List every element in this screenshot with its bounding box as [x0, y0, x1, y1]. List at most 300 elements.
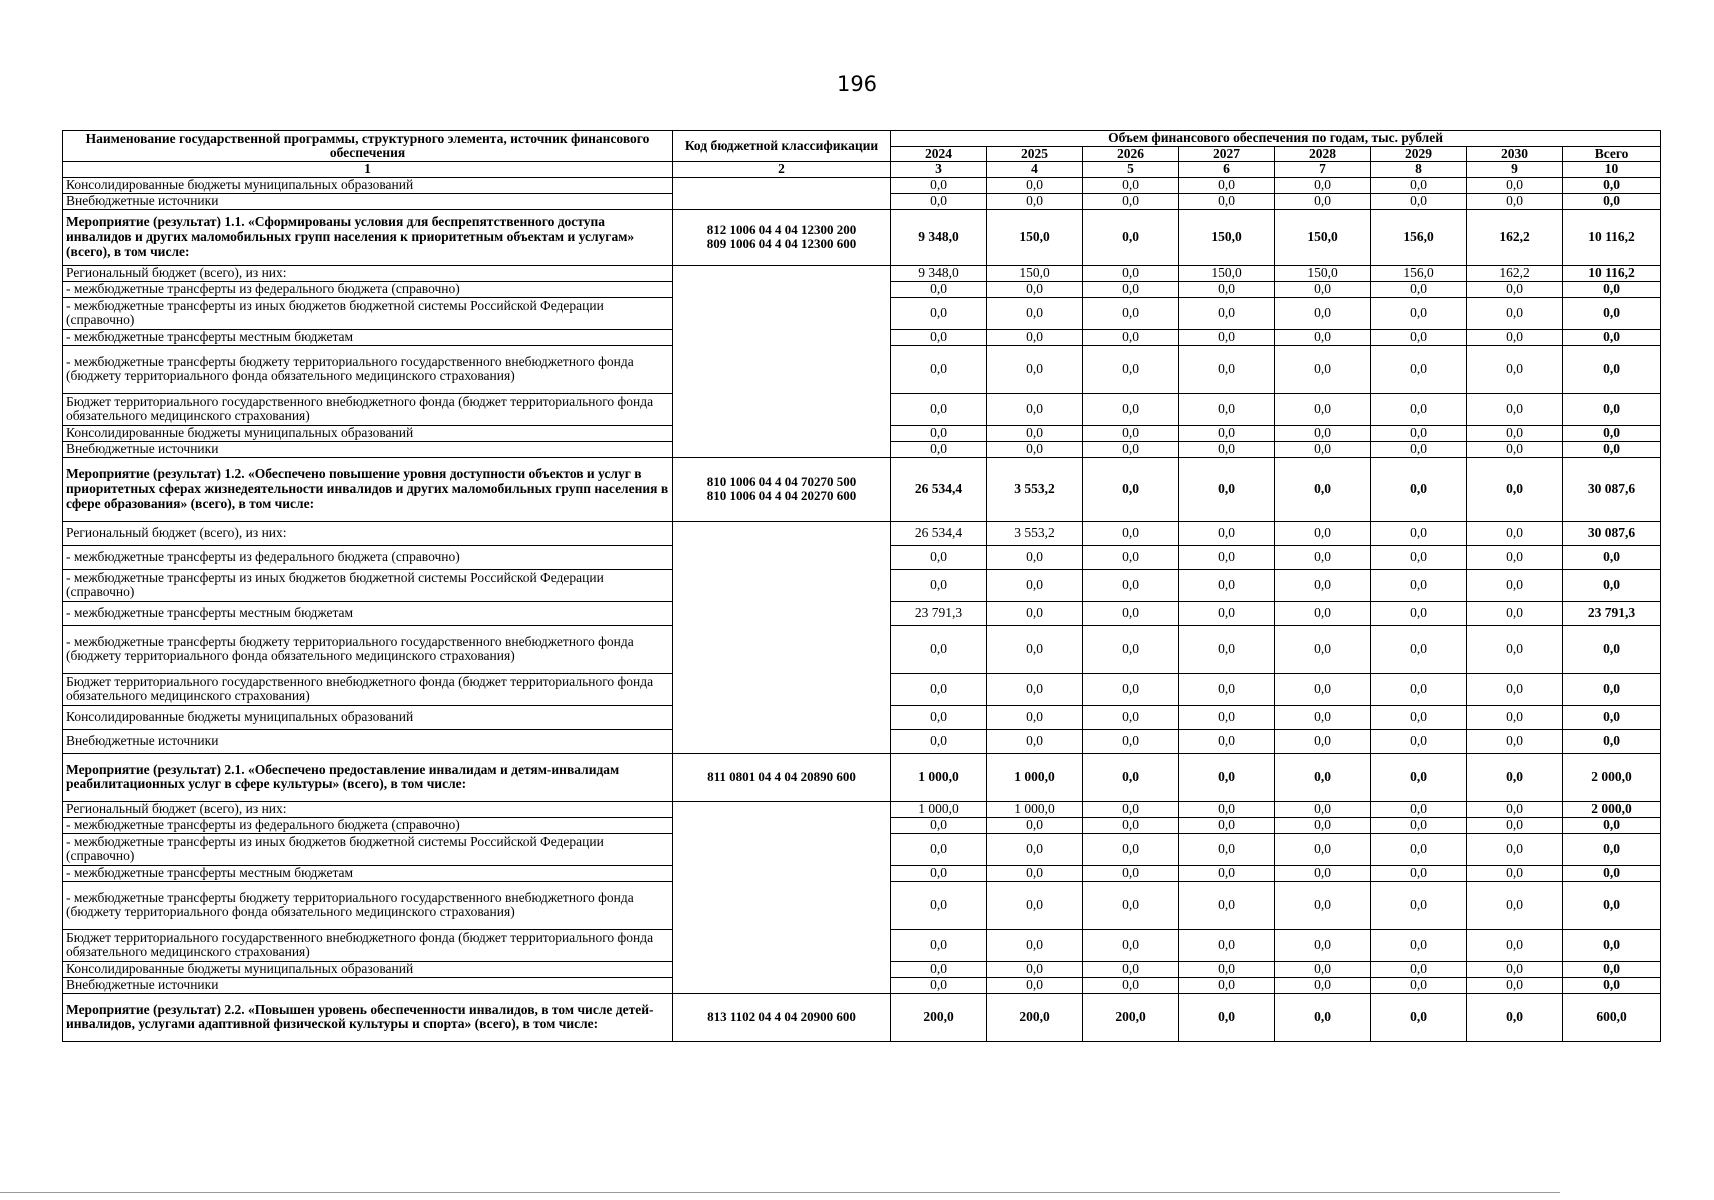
- value-cell: 0,0: [1179, 625, 1275, 673]
- value-cell: 0,0: [1467, 177, 1563, 193]
- value-cell: 0,0: [1371, 297, 1467, 329]
- value-total: 0,0: [1563, 961, 1661, 977]
- header-year: 2025: [987, 146, 1083, 162]
- value-cell: 0,0: [1179, 329, 1275, 345]
- value-cell: 0,0: [1275, 673, 1371, 705]
- row-name: - межбюджетные трансферты бюджету территориального государственного внебюджетного фонда (бюджету территориального фонда обязательного медицинского страхования): [63, 881, 673, 929]
- event-row: [63, 753, 1661, 801]
- value-cell: 0,0: [1371, 929, 1467, 961]
- row-name: Бюджет территориального государственного внебюджетного фонда (бюджет территориального фонда обязательного медицинского страхования): [63, 929, 673, 961]
- value-cell: 150,0: [1275, 209, 1371, 265]
- value-cell: 0,0: [891, 441, 987, 457]
- value-cell: 0,0: [1179, 929, 1275, 961]
- value-cell: 0,0: [1083, 345, 1179, 393]
- row-name: - межбюджетные трансферты из федерального бюджета (справочно): [63, 281, 673, 297]
- budget-code-line: 810 1006 04 4 04 20270 600: [706, 488, 857, 504]
- value-cell: 0,0: [987, 881, 1083, 929]
- page-number: 196: [836, 72, 878, 96]
- value-cell: 0,0: [891, 281, 987, 297]
- budget-code: [673, 209, 891, 265]
- financing-table: [62, 130, 1661, 1042]
- value-cell: 23 791,3: [891, 601, 987, 625]
- value-cell: 0,0: [987, 281, 1083, 297]
- row-name: Внебюджетные источники: [63, 441, 673, 457]
- value-cell: 0,0: [1083, 193, 1179, 209]
- value-cell: 0,0: [1275, 281, 1371, 297]
- value-total: 0,0: [1563, 297, 1661, 329]
- value-cell: 0,0: [1371, 329, 1467, 345]
- row-name: - межбюджетные трансферты из иных бюджетов бюджетной системы Российской Федерации (справочно): [63, 297, 673, 329]
- value-cell: 162,2: [1467, 209, 1563, 265]
- value-cell: 0,0: [1179, 441, 1275, 457]
- header-code: Код бюджетной классификации: [673, 131, 891, 162]
- header-year: 2029: [1371, 146, 1467, 162]
- table-row: [63, 521, 1661, 545]
- value-total: 2 000,0: [1563, 801, 1661, 817]
- value-cell: 0,0: [1179, 993, 1275, 1041]
- value-cell: 0,0: [987, 441, 1083, 457]
- row-name: Бюджет территориального государственного внебюджетного фонда (бюджет территориального фонда обязательного медицинского страхования): [63, 393, 673, 425]
- value-cell: 0,0: [1083, 961, 1179, 977]
- value-cell: 0,0: [987, 705, 1083, 729]
- value-cell: 0,0: [891, 673, 987, 705]
- row-name: Мероприятие (результат) 2.1. «Обеспечено предоставление инвалидам и детям-инвалидам реабилитационных услуг в сфере культуры» (всего), в том числе:: [63, 753, 673, 801]
- value-total: 0,0: [1563, 817, 1661, 833]
- value-total: 0,0: [1563, 441, 1661, 457]
- value-cell: 0,0: [1083, 673, 1179, 705]
- value-cell: 0,0: [1083, 801, 1179, 817]
- value-cell: 156,0: [1371, 209, 1467, 265]
- header-volume: Объем финансового обеспечения по годам, тыс. рублей: [891, 131, 1661, 147]
- value-cell: 0,0: [1179, 177, 1275, 193]
- value-total: 23 791,3: [1563, 601, 1661, 625]
- value-cell: 0,0: [891, 329, 987, 345]
- value-cell: 0,0: [1275, 441, 1371, 457]
- value-cell: 0,0: [1179, 977, 1275, 993]
- value-cell: 0,0: [987, 673, 1083, 705]
- value-cell: 0,0: [1179, 881, 1275, 929]
- row-name: - межбюджетные трансферты местным бюджетам: [63, 601, 673, 625]
- value-cell: 0,0: [1275, 425, 1371, 441]
- row-name: - межбюджетные трансферты бюджету территориального государственного внебюджетного фонда (бюджету территориального фонда обязательного медицинского страхования): [63, 345, 673, 393]
- value-cell: 0,0: [1275, 625, 1371, 673]
- value-cell: 0,0: [1083, 625, 1179, 673]
- value-cell: 0,0: [1467, 441, 1563, 457]
- header-year: 2027: [1179, 146, 1275, 162]
- value-cell: 0,0: [1179, 193, 1275, 209]
- budget-code-line: 812 1006 04 4 04 12300 200: [706, 222, 857, 238]
- budget-code: [673, 457, 891, 521]
- value-cell: 0,0: [1467, 673, 1563, 705]
- header-year-total: Всего: [1563, 146, 1661, 162]
- event-row: [63, 993, 1661, 1041]
- value-cell: 0,0: [1275, 521, 1371, 545]
- value-cell: 0,0: [987, 865, 1083, 881]
- value-cell: 0,0: [987, 569, 1083, 601]
- value-total: 0,0: [1563, 881, 1661, 929]
- value-cell: 0,0: [1275, 569, 1371, 601]
- value-cell: 0,0: [1083, 209, 1179, 265]
- value-cell: 0,0: [1467, 961, 1563, 977]
- value-total: 30 087,6: [1563, 457, 1661, 521]
- value-cell: 0,0: [1371, 545, 1467, 569]
- value-total: 0,0: [1563, 833, 1661, 865]
- column-number: 1: [63, 162, 673, 178]
- value-cell: 0,0: [1179, 753, 1275, 801]
- value-cell: 0,0: [1467, 345, 1563, 393]
- budget-code-line: 813 1102 04 4 04 20900 600: [707, 1009, 856, 1025]
- value-cell: 0,0: [891, 345, 987, 393]
- value-cell: 0,0: [1275, 961, 1371, 977]
- value-total: 0,0: [1563, 281, 1661, 297]
- value-cell: 0,0: [1083, 977, 1179, 993]
- value-cell: 0,0: [1275, 193, 1371, 209]
- row-name: Мероприятие (результат) 2.2. «Повышен уровень обеспеченности инвалидов, в том числе детей-инвалидов, услугами адаптивной физической культуры и спорта» (всего), в том числе:: [63, 993, 673, 1041]
- value-cell: 0,0: [1467, 993, 1563, 1041]
- budget-code-line: 810 1006 04 4 04 70270 500: [706, 474, 857, 490]
- row-name: Внебюджетные источники: [63, 977, 673, 993]
- value-cell: 0,0: [1275, 881, 1371, 929]
- value-cell: 0,0: [1371, 753, 1467, 801]
- value-cell: 0,0: [1371, 345, 1467, 393]
- value-cell: 0,0: [891, 961, 987, 977]
- row-name: Консолидированные бюджеты муниципальных образований: [63, 705, 673, 729]
- value-total: 0,0: [1563, 977, 1661, 993]
- header-year: 2024: [891, 146, 987, 162]
- row-name: - межбюджетные трансферты местным бюджетам: [63, 865, 673, 881]
- value-cell: 0,0: [1371, 193, 1467, 209]
- column-number: 3: [891, 162, 987, 178]
- value-total: 10 116,2: [1563, 265, 1661, 281]
- budget-code: [673, 177, 891, 209]
- value-cell: 0,0: [1371, 569, 1467, 601]
- row-name: - межбюджетные трансферты из иных бюджетов бюджетной системы Российской Федерации (справочно): [63, 569, 673, 601]
- value-cell: 0,0: [1083, 521, 1179, 545]
- value-cell: 0,0: [891, 193, 987, 209]
- value-cell: 0,0: [1371, 833, 1467, 865]
- value-cell: 0,0: [1467, 833, 1563, 865]
- value-cell: 0,0: [987, 329, 1083, 345]
- value-cell: 0,0: [1083, 297, 1179, 329]
- budget-code: [673, 993, 891, 1041]
- value-cell: 0,0: [1083, 729, 1179, 753]
- value-cell: 0,0: [1371, 961, 1467, 977]
- value-cell: 0,0: [1179, 865, 1275, 881]
- value-cell: 0,0: [1275, 993, 1371, 1041]
- value-cell: 0,0: [1371, 705, 1467, 729]
- value-cell: 0,0: [891, 425, 987, 441]
- value-cell: 0,0: [1467, 881, 1563, 929]
- value-cell: 200,0: [891, 993, 987, 1041]
- value-cell: 1 000,0: [987, 801, 1083, 817]
- value-cell: 0,0: [1371, 441, 1467, 457]
- value-cell: 0,0: [1467, 705, 1563, 729]
- footer-rule: [0, 1192, 1560, 1193]
- value-cell: 0,0: [1275, 345, 1371, 393]
- value-cell: 0,0: [1467, 193, 1563, 209]
- value-cell: 0,0: [891, 881, 987, 929]
- value-cell: 0,0: [1275, 177, 1371, 193]
- value-cell: 0,0: [1371, 993, 1467, 1041]
- budget-code-line: 811 0801 04 4 04 20890 600: [707, 769, 856, 785]
- value-cell: 0,0: [1275, 601, 1371, 625]
- value-cell: 0,0: [891, 569, 987, 601]
- budget-code: [673, 753, 891, 801]
- value-total: 0,0: [1563, 177, 1661, 193]
- column-number: 5: [1083, 162, 1179, 178]
- value-cell: 0,0: [987, 977, 1083, 993]
- value-cell: 0,0: [1083, 817, 1179, 833]
- value-cell: 0,0: [1275, 705, 1371, 729]
- value-cell: 0,0: [1179, 345, 1275, 393]
- value-total: 0,0: [1563, 345, 1661, 393]
- value-cell: 1 000,0: [891, 753, 987, 801]
- table-row: [63, 801, 1661, 817]
- value-cell: 0,0: [1179, 601, 1275, 625]
- row-name: Региональный бюджет (всего), из них:: [63, 521, 673, 545]
- value-cell: 0,0: [1371, 881, 1467, 929]
- value-cell: 0,0: [1275, 833, 1371, 865]
- value-cell: 0,0: [891, 929, 987, 961]
- value-total: 10 116,2: [1563, 209, 1661, 265]
- value-cell: 0,0: [987, 929, 1083, 961]
- value-cell: 0,0: [1179, 705, 1275, 729]
- value-cell: 150,0: [1275, 265, 1371, 281]
- row-name: - межбюджетные трансферты из иных бюджетов бюджетной системы Российской Федерации (справочно): [63, 833, 673, 865]
- value-cell: 0,0: [891, 977, 987, 993]
- value-cell: 0,0: [1275, 729, 1371, 753]
- column-number: 7: [1275, 162, 1371, 178]
- value-total: 0,0: [1563, 569, 1661, 601]
- value-cell: 0,0: [891, 865, 987, 881]
- value-cell: 0,0: [1467, 521, 1563, 545]
- value-total: 600,0: [1563, 993, 1661, 1041]
- value-cell: 1 000,0: [987, 753, 1083, 801]
- value-cell: 0,0: [987, 425, 1083, 441]
- value-cell: 0,0: [1179, 673, 1275, 705]
- value-cell: 0,0: [987, 545, 1083, 569]
- row-name: Региональный бюджет (всего), из них:: [63, 265, 673, 281]
- column-number: 8: [1371, 162, 1467, 178]
- value-cell: 0,0: [1371, 801, 1467, 817]
- value-cell: 0,0: [987, 961, 1083, 977]
- value-cell: 0,0: [1083, 177, 1179, 193]
- value-cell: 0,0: [987, 177, 1083, 193]
- row-name: - межбюджетные трансферты из федерального бюджета (справочно): [63, 817, 673, 833]
- column-number: 2: [673, 162, 891, 178]
- value-cell: 0,0: [891, 729, 987, 753]
- value-cell: 0,0: [1371, 625, 1467, 673]
- value-cell: 0,0: [987, 297, 1083, 329]
- value-total: 0,0: [1563, 329, 1661, 345]
- value-total: 2 000,0: [1563, 753, 1661, 801]
- row-name: - межбюджетные трансферты бюджету территориального государственного внебюджетного фонда (бюджету территориального фонда обязательного медицинского страхования): [63, 625, 673, 673]
- event-row: [63, 457, 1661, 521]
- value-cell: 0,0: [1275, 329, 1371, 345]
- value-cell: 0,0: [1083, 753, 1179, 801]
- value-cell: 0,0: [1467, 457, 1563, 521]
- value-total: 0,0: [1563, 673, 1661, 705]
- row-name: Консолидированные бюджеты муниципальных образований: [63, 961, 673, 977]
- value-cell: 0,0: [1083, 457, 1179, 521]
- value-cell: 0,0: [1179, 961, 1275, 977]
- value-total: 0,0: [1563, 393, 1661, 425]
- value-cell: 9 348,0: [891, 209, 987, 265]
- value-cell: 0,0: [1371, 601, 1467, 625]
- budget-code: [673, 801, 891, 993]
- value-cell: 0,0: [987, 345, 1083, 393]
- value-cell: 0,0: [1467, 817, 1563, 833]
- value-cell: 0,0: [1371, 281, 1467, 297]
- value-cell: 0,0: [1083, 865, 1179, 881]
- value-cell: 0,0: [1275, 865, 1371, 881]
- value-cell: 150,0: [987, 265, 1083, 281]
- value-cell: 0,0: [1467, 601, 1563, 625]
- value-cell: 0,0: [1083, 329, 1179, 345]
- value-cell: 0,0: [1467, 977, 1563, 993]
- value-total: 0,0: [1563, 625, 1661, 673]
- value-cell: 0,0: [987, 601, 1083, 625]
- value-cell: 0,0: [1467, 729, 1563, 753]
- value-cell: 0,0: [1371, 177, 1467, 193]
- value-total: 0,0: [1563, 705, 1661, 729]
- value-cell: 200,0: [1083, 993, 1179, 1041]
- row-name: Внебюджетные источники: [63, 193, 673, 209]
- value-cell: 0,0: [1275, 977, 1371, 993]
- column-number: 6: [1179, 162, 1275, 178]
- value-cell: 0,0: [891, 545, 987, 569]
- row-name: Мероприятие (результат) 1.2. «Обеспечено повышение уровня доступности объектов и услуг в приоритетных сферах жизнедеятельности инвалидов и других маломобильных групп населения в сфере образования» (всего), в том числе:: [63, 457, 673, 521]
- value-cell: 0,0: [1467, 425, 1563, 441]
- value-cell: 3 553,2: [987, 457, 1083, 521]
- value-cell: 0,0: [1179, 729, 1275, 753]
- value-cell: 0,0: [1275, 545, 1371, 569]
- value-cell: 0,0: [1371, 729, 1467, 753]
- value-cell: 0,0: [1467, 393, 1563, 425]
- value-cell: 0,0: [1179, 521, 1275, 545]
- value-cell: 156,0: [1371, 265, 1467, 281]
- value-total: 0,0: [1563, 545, 1661, 569]
- value-cell: 0,0: [987, 393, 1083, 425]
- value-total: 0,0: [1563, 729, 1661, 753]
- value-cell: 0,0: [1083, 881, 1179, 929]
- value-total: 0,0: [1563, 193, 1661, 209]
- value-cell: 0,0: [1467, 865, 1563, 881]
- row-name: - межбюджетные трансферты местным бюджетам: [63, 329, 673, 345]
- budget-code-line: 809 1006 04 4 04 12300 600: [706, 236, 857, 252]
- value-cell: 0,0: [1467, 753, 1563, 801]
- value-cell: 0,0: [1275, 801, 1371, 817]
- value-cell: 0,0: [1371, 425, 1467, 441]
- value-total: 0,0: [1563, 929, 1661, 961]
- value-cell: 0,0: [987, 729, 1083, 753]
- header-year: 2026: [1083, 146, 1179, 162]
- value-cell: 0,0: [1371, 865, 1467, 881]
- header-year: 2030: [1467, 146, 1563, 162]
- value-cell: 0,0: [1275, 297, 1371, 329]
- value-cell: 0,0: [891, 297, 987, 329]
- value-cell: 0,0: [891, 177, 987, 193]
- header-year: 2028: [1275, 146, 1371, 162]
- value-cell: 0,0: [1179, 281, 1275, 297]
- value-cell: 0,0: [1083, 425, 1179, 441]
- value-cell: 0,0: [1275, 393, 1371, 425]
- value-cell: 0,0: [987, 817, 1083, 833]
- value-cell: 0,0: [1083, 705, 1179, 729]
- value-cell: 1 000,0: [891, 801, 987, 817]
- value-cell: 0,0: [1179, 297, 1275, 329]
- value-cell: 0,0: [1467, 625, 1563, 673]
- value-cell: 0,0: [1179, 393, 1275, 425]
- value-cell: 0,0: [1083, 265, 1179, 281]
- value-cell: 150,0: [1179, 265, 1275, 281]
- value-cell: 0,0: [1275, 457, 1371, 521]
- budget-code: [673, 265, 891, 457]
- value-cell: 0,0: [987, 193, 1083, 209]
- value-total: 30 087,6: [1563, 521, 1661, 545]
- value-cell: 0,0: [1179, 457, 1275, 521]
- table-row: [63, 177, 1661, 193]
- value-cell: 0,0: [1467, 801, 1563, 817]
- row-name: Бюджет территориального государственного внебюджетного фонда (бюджет территориального фонда обязательного медицинского страхования): [63, 673, 673, 705]
- row-name: Мероприятие (результат) 1.1. «Сформированы условия для беспрепятственного доступа инвалидов и других маломобильных групп населения к приоритетным объектам и услугам» (всего), в том числе:: [63, 209, 673, 265]
- budget-code: [673, 521, 891, 753]
- row-name: - межбюджетные трансферты из федерального бюджета (справочно): [63, 545, 673, 569]
- value-cell: 0,0: [1083, 929, 1179, 961]
- table-row: [63, 265, 1661, 281]
- value-cell: 0,0: [891, 393, 987, 425]
- value-cell: 0,0: [1179, 833, 1275, 865]
- value-total: 0,0: [1563, 425, 1661, 441]
- value-cell: 0,0: [1467, 297, 1563, 329]
- row-name: Консолидированные бюджеты муниципальных образований: [63, 425, 673, 441]
- row-name: Внебюджетные источники: [63, 729, 673, 753]
- value-cell: 0,0: [1275, 753, 1371, 801]
- row-name: Региональный бюджет (всего), из них:: [63, 801, 673, 817]
- value-cell: 200,0: [987, 993, 1083, 1041]
- value-cell: 0,0: [1275, 929, 1371, 961]
- column-number: 4: [987, 162, 1083, 178]
- value-cell: 150,0: [1179, 209, 1275, 265]
- value-cell: 0,0: [1467, 929, 1563, 961]
- value-cell: 0,0: [1179, 801, 1275, 817]
- value-cell: 0,0: [1083, 393, 1179, 425]
- value-cell: 0,0: [1083, 441, 1179, 457]
- value-cell: 0,0: [1083, 545, 1179, 569]
- value-cell: 0,0: [1467, 329, 1563, 345]
- value-cell: 0,0: [1179, 569, 1275, 601]
- value-cell: 0,0: [1083, 601, 1179, 625]
- value-cell: 9 348,0: [891, 265, 987, 281]
- value-cell: 0,0: [1179, 817, 1275, 833]
- column-number: 9: [1467, 162, 1563, 178]
- value-cell: 0,0: [1467, 281, 1563, 297]
- value-cell: 150,0: [987, 209, 1083, 265]
- event-row: [63, 209, 1661, 265]
- value-cell: 0,0: [891, 625, 987, 673]
- value-cell: 0,0: [1371, 817, 1467, 833]
- value-cell: 0,0: [1467, 545, 1563, 569]
- column-number: 10: [1563, 162, 1661, 178]
- value-cell: 0,0: [1083, 281, 1179, 297]
- value-cell: 0,0: [891, 705, 987, 729]
- value-cell: 0,0: [891, 817, 987, 833]
- value-cell: 26 534,4: [891, 457, 987, 521]
- value-cell: 26 534,4: [891, 521, 987, 545]
- value-cell: 0,0: [1179, 425, 1275, 441]
- value-cell: 0,0: [1371, 393, 1467, 425]
- value-cell: 0,0: [987, 833, 1083, 865]
